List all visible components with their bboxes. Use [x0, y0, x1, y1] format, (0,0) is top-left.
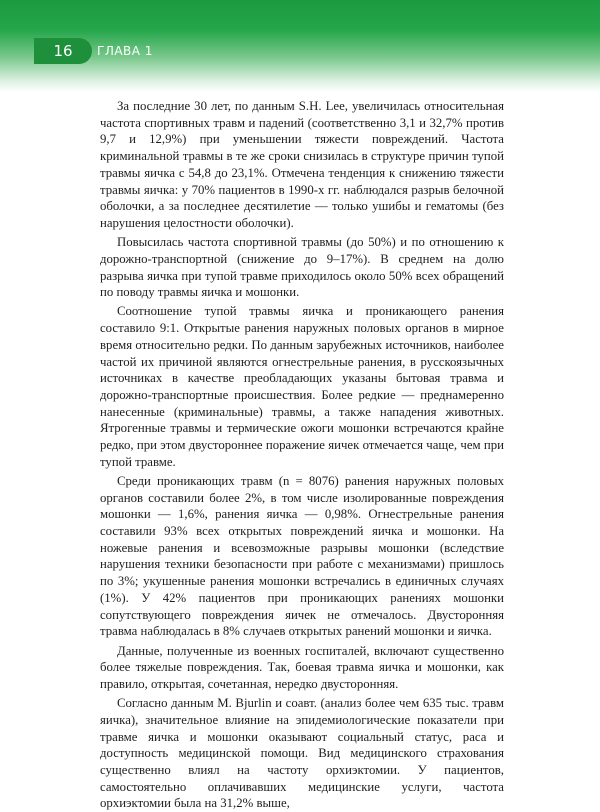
paragraph: Соотношение тупой травмы яичка и проникающего ранения составило 9:1. Открытые ранения наружных половых органов в мирное время относительно редки. По данным зарубежных источников, наиболее частой их причиной являются огнестрельные ранения, в русскоязычных источниках в качестве преобладающих указаны бытовая травма и дорожно-транспортные происшествия. Более редкие — преднамеренно нанесенные (криминальные) травмы, а также нападения животных. Ятрогенные травмы и термические ожоги мошонки встречаются крайне редко, при этом двустороннее поражение яичек отмечается чаще, чем при тупой травме. — [100, 304, 504, 469]
paragraph: Данные, полученные из военных госпиталей, включают существенно более тяжелые повреждения. Так, боевая травма яичка и мошонки, как правило, открытая, сочетанная, нередко двусторонняя. — [100, 643, 504, 691]
paragraph: За последние 30 лет, по данным S.H. Lee, увеличилась относительная частота спортивных травм и падений (соответственно 3,1 и 32,7% против 9,7 и 12,9%) при уменьшении тяжести повреждений. Частота криминальной травмы в те же сроки снизилась в структуре причин тупой травмы яичка с 54,8 до 23,1%. Отмечена тенденция к снижению тяжести травмы яичка: у 70% пациентов в 1990-х гг. наблюдался разрыв белочной оболочки, а за последнее десятилетие — только ушибы и гематомы (без нарушения целостности оболочки). — [100, 99, 504, 230]
body-text — [100, 98, 504, 812]
paragraph: Среди проникающих травм (n = 8076) ранения наружных половых органов составили более 2%, в том числе изолированные повреждения мошонки — 1,6%, ранения яичка — 0,98%. Огнестрельные ранения составили 93% всех открытых повреждений яичка и мошонки. На ножевые ранения и всевозможные разрывы мошонки (вследствие нарушения техники безопасности при работе с механизмами) пришлось по 3%; укушенные ранения мошонки встречались в единичных случаях (1%). У 42% пациентов при проникающих ранениях мошонки сопутствующего повреждения яичек не отмечалось. Двусторонняя травма наблюдалась в 8% случаев открытых ранений мошонки и яичка. — [100, 473, 504, 639]
chapter-label: ГЛАВА 1 — [97, 44, 153, 58]
page-number: 16 — [34, 38, 92, 64]
paragraph: Повысилась частота спортивной травмы (до 50%) и по отношению к дорожно-транспортной (снижение до 9–17%). В среднем на долю разрыва яичка при тупой травме приходилось около 50% всех обращений по поводу травмы яичка и мошонки. — [100, 235, 504, 300]
paragraph: Согласно данным M. Bjurlin и соавт. (анализ более чем 635 тыс. травм яичка), значительное влияние на эпидемиологические показатели при травме яичка и мошонки оказывают социальный статус, раса и доступность медицинской помощи. Вид медицинского страхования существенно влиял на частоту орхиэктомии. У пациентов, самостоятельно оплачивавших медицинские услуги, частота орхиэктомии была на 31,2% выше, — [100, 696, 504, 811]
